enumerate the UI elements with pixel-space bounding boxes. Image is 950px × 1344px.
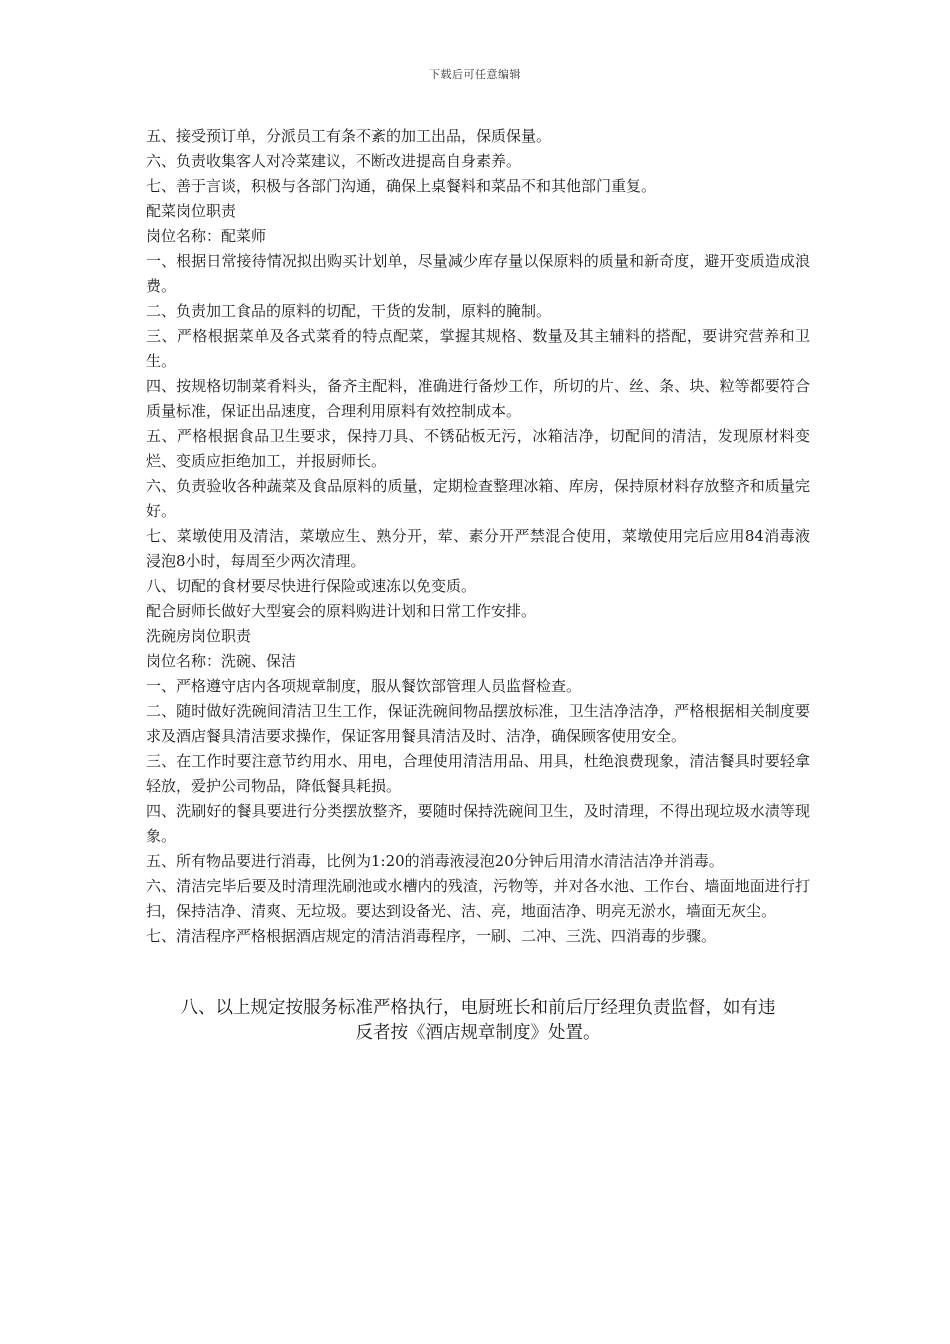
position-name: 岗位名称：配菜师 bbox=[146, 227, 267, 245]
position-name: 岗位名称：洗碗、保洁 bbox=[146, 652, 297, 670]
paragraph: 四、洗刷好的餐具要进行分类摆放整齐，要随时保持洗碗间卫生，及时清理，不得出现垃圾水渍等现象。 bbox=[146, 802, 810, 845]
paragraph: 二、负责加工食品的原料的切配，干货的发制，原料的腌制。 bbox=[146, 302, 552, 320]
paragraph: 七、善于言谈，积极与各部门沟通，确保上桌餐料和菜品不和其他部门重复。 bbox=[146, 177, 657, 195]
paragraph: 一、根据日常接待情况拟出购买计划单，尽量减少库存量以保原料的质量和新奇度，避开变质造成浪费。 bbox=[146, 252, 810, 295]
paragraph: 八、切配的食材要尽快进行保险或速冻以免变质。 bbox=[146, 577, 477, 595]
header-note: 下载后可任意编辑 bbox=[429, 68, 521, 81]
paragraph: 四、按规格切制菜肴料头，备齐主配料，准确进行备炒工作，所切的片、丝、条、块、粒等都要符合质量标准，保证出品速度，合理利用原料有效控制成本。 bbox=[146, 377, 810, 420]
paragraph: 二、随时做好洗碗间清洁卫生工作，保证洗碗间物品摆放标准，卫生洁净洁净，严格根据相关制度要求及酒店餐具清洁要求操作，保证客用餐具清洁及时、洁净，确保顾客使用安全。 bbox=[146, 702, 810, 745]
paragraph: 配合厨师长做好大型宴会的原料购进计划和日常工作安排。 bbox=[146, 602, 537, 620]
section-heading: 洗碗房岗位职责 bbox=[146, 627, 252, 645]
paragraph: 五、接受预订单，分派员工有条不紊的加工出品，保质保量。 bbox=[146, 127, 552, 145]
paragraph: 一、严格遵守店内各项规章制度，服从餐饮部管理人员监督检查。 bbox=[146, 677, 582, 695]
paragraph: 七、清洁程序严格根据酒店规定的清洁消毒程序，一刷、二冲、三洗、四消毒的步骤。 bbox=[146, 927, 717, 945]
closing-line-2: 反者按《酒店规章制度》处置。 bbox=[355, 1023, 601, 1043]
paragraph: 七、菜墩使用及清洁，菜墩应生、熟分开，荤、素分开严禁混合使用，菜墩使用完后应用84消毒液浸泡8小时，每周至少两次清理。 bbox=[146, 527, 810, 570]
paragraph: 六、清洁完毕后要及时清理洗刷池或水槽内的残渣，污物等，并对各水池、工作台、墙面地面进行打扫，保持洁净、清爽、无垃圾。要达到设备光、洁、亮，地面洁净、明亮无淤水，墙面无灰尘。 bbox=[146, 877, 810, 920]
document-body bbox=[146, 124, 810, 949]
closing-statement bbox=[146, 996, 810, 1046]
paragraph: 三、严格根据菜单及各式菜肴的特点配菜，掌握其规格、数量及其主辅料的搭配，要讲究营养和卫生。 bbox=[146, 327, 810, 370]
paragraph: 五、严格根据食品卫生要求，保持刀具、不锈砧板无污，冰箱洁净，切配间的清洁，发现原材料变烂、变质应拒绝加工，并报厨师长。 bbox=[146, 427, 810, 470]
closing-line-1: 八、以上规定按服务标准严格执行，电厨班长和前后厅经理负责监督，如有违 bbox=[180, 998, 776, 1018]
paragraph: 三、在工作时要注意节约用水、用电，合理使用清洁用品、用具，杜绝浪费现象，清洁餐具时要轻拿轻放，爱护公司物品，降低餐具耗损。 bbox=[146, 752, 810, 795]
section-heading: 配菜岗位职责 bbox=[146, 202, 237, 220]
paragraph: 六、负责验收各种蔬菜及食品原料的质量，定期检查整理冰箱、库房，保持原材料存放整齐和质量完好。 bbox=[146, 477, 810, 520]
paragraph: 六、负责收集客人对冷菜建议，不断改进提高自身素养。 bbox=[146, 152, 522, 170]
paragraph: 五、所有物品要进行消毒，比例为1:20的消毒液浸泡20分钟后用清水清洁洁净并消毒。 bbox=[146, 852, 724, 870]
